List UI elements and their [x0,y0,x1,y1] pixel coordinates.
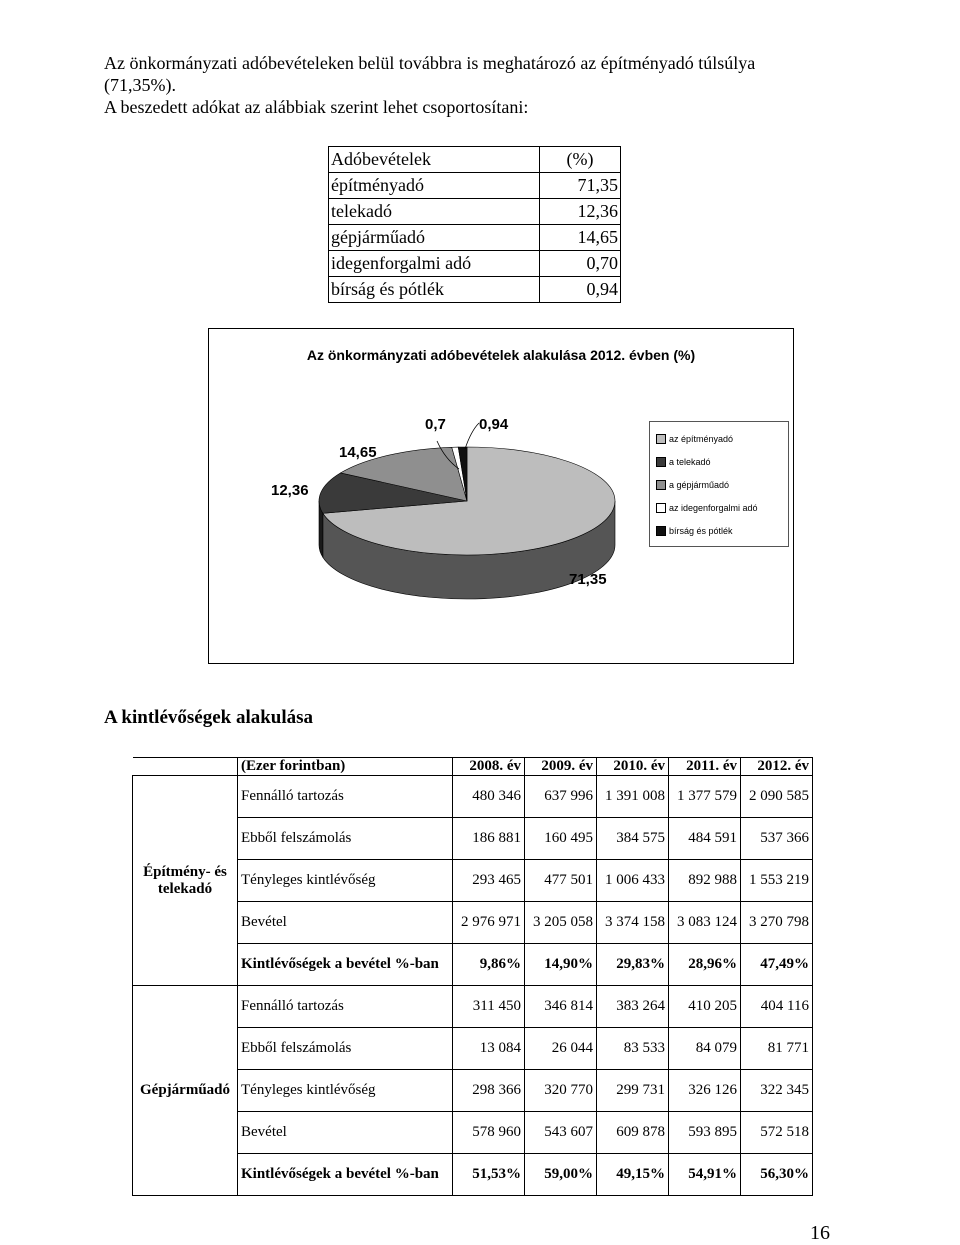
table-cell: 293 465 [453,860,525,902]
table-cell: 480 346 [453,776,525,818]
table-cell: 2 976 971 [453,902,525,944]
intro-text [104,52,864,118]
tax-share-row [329,277,621,303]
legend-item [656,450,782,473]
table-cell: 49,15% [597,1154,669,1196]
pie-data-label: 14,65 [339,444,377,461]
table-cell: 320 770 [525,1070,597,1112]
pie-data-label: 71,35 [569,571,607,588]
table-cell: 537 366 [741,818,813,860]
tax-share-label: építményadó [329,173,540,199]
receivables-header-row [133,758,813,776]
table-cell: 3 083 124 [669,902,741,944]
tax-share-value: 71,35 [540,173,621,199]
year-header: 2008. év [453,758,525,776]
table-cell: 578 960 [453,1112,525,1154]
table-row [133,776,813,818]
tax-share-value: 14,65 [540,225,621,251]
table-cell: 186 881 [453,818,525,860]
year-header: 2009. év [525,758,597,776]
table-cell: 1 006 433 [597,860,669,902]
table-cell: 29,83% [597,944,669,986]
receivables-table [132,757,813,1196]
table-cell: 54,91% [669,1154,741,1196]
table-cell: 299 731 [597,1070,669,1112]
table-cell: 14,90% [525,944,597,986]
row-label: Fennálló tartozás [238,776,453,818]
legend-swatch [656,503,666,513]
row-label: Tényleges kintlévőség [238,1070,453,1112]
legend-item [656,473,782,496]
legend-label: a gépjárműadó [669,479,730,490]
tax-share-value: 12,36 [540,199,621,225]
table-cell: 298 366 [453,1070,525,1112]
year-header: 2011. év [669,758,741,776]
row-label: Fennálló tartozás [238,986,453,1028]
pie-data-label: 0,94 [479,416,509,433]
tax-share-header-value: (%) [540,147,621,173]
group-label: Gépjárműadó [133,986,238,1196]
table-cell: 81 771 [741,1028,813,1070]
pie-chart [208,328,794,664]
table-cell: 404 116 [741,986,813,1028]
pie-data-label: 12,36 [271,482,309,499]
intro-line-1: Az önkormányzati adóbevételeken belül továbbra is meghatározó az építményadó túlsúlya [104,53,756,73]
tax-share-header-label: Adóbevételek [329,147,540,173]
table-cell: 13 084 [453,1028,525,1070]
header-corner [133,758,238,776]
table-cell: 51,53% [453,1154,525,1196]
row-label: Ebből felszámolás [238,1028,453,1070]
unit-label: (Ezer forintban) [238,758,453,776]
table-cell: 56,30% [741,1154,813,1196]
legend-label: a telekadó [669,456,711,467]
table-cell: 1 553 219 [741,860,813,902]
row-label: Bevétel [238,1112,453,1154]
legend-label: bírság és pótlék [669,525,733,536]
table-cell: 83 533 [597,1028,669,1070]
table-cell: 9,86% [453,944,525,986]
table-cell: 2 090 585 [741,776,813,818]
legend-swatch [656,434,666,444]
table-cell: 47,49% [741,944,813,986]
legend-item [656,519,782,542]
table-cell: 322 345 [741,1070,813,1112]
legend-label: az építményadó [669,433,734,444]
group-label: Építmény- és telekadó [133,776,238,986]
legend-swatch [656,526,666,536]
table-cell: 326 126 [669,1070,741,1112]
table-cell: 383 264 [597,986,669,1028]
table-cell: 477 501 [525,860,597,902]
row-label: Kintlévőségek a bevétel %-ban [238,944,453,986]
chart-title: Az önkormányzati adóbevételek alakulása 2012. évben (%) [306,347,696,363]
table-cell: 410 205 [669,986,741,1028]
table-cell: 572 518 [741,1112,813,1154]
table-cell: 543 607 [525,1112,597,1154]
tax-share-label: idegenforgalmi adó [329,251,540,277]
table-cell: 28,96% [669,944,741,986]
row-label: Kintlévőségek a bevétel %-ban [238,1154,453,1196]
intro-line-2: (71,35%). [104,75,176,95]
row-label: Tényleges kintlévőség [238,860,453,902]
receivables-title: A kintlévőségek alakulása [104,707,314,728]
table-cell: 3 374 158 [597,902,669,944]
tax-share-label: telekadó [329,199,540,225]
table-cell: 346 814 [525,986,597,1028]
tax-share-row [329,251,621,277]
table-cell: 637 996 [525,776,597,818]
intro-line-3: A beszedett adókat az alábbiak szerint lehet csoportosítani: [104,97,529,117]
table-cell: 1 391 008 [597,776,669,818]
table-cell: 311 450 [453,986,525,1028]
table-cell: 59,00% [525,1154,597,1196]
legend-item [656,496,782,519]
table-cell: 1 377 579 [669,776,741,818]
tax-share-value: 0,70 [540,251,621,277]
legend-swatch [656,480,666,490]
tax-share-label: bírság és pótlék [329,277,540,303]
year-header: 2010. év [597,758,669,776]
table-row [133,986,813,1028]
table-cell: 3 205 058 [525,902,597,944]
tax-share-header-row [329,147,621,173]
table-cell: 384 575 [597,818,669,860]
table-cell: 484 591 [669,818,741,860]
table-cell: 26 044 [525,1028,597,1070]
tax-share-row [329,173,621,199]
table-cell: 160 495 [525,818,597,860]
tax-share-row [329,199,621,225]
tax-share-value: 0,94 [540,277,621,303]
page-number: 16 [810,1222,830,1244]
table-cell: 892 988 [669,860,741,902]
table-cell: 3 270 798 [741,902,813,944]
year-header: 2012. év [741,758,813,776]
row-label: Bevétel [238,902,453,944]
tax-share-label: gépjárműadó [329,225,540,251]
tax-share-table [328,146,621,303]
legend-swatch [656,457,666,467]
legend-item [656,427,782,450]
table-cell: 593 895 [669,1112,741,1154]
pie-data-label: 0,7 [425,416,446,433]
row-label: Ebből felszámolás [238,818,453,860]
leader-line [465,423,479,449]
chart-legend [649,421,789,547]
table-cell: 609 878 [597,1112,669,1154]
tax-share-row [329,225,621,251]
legend-label: az idegenforgalmi adó [669,502,758,513]
table-cell: 84 079 [669,1028,741,1070]
